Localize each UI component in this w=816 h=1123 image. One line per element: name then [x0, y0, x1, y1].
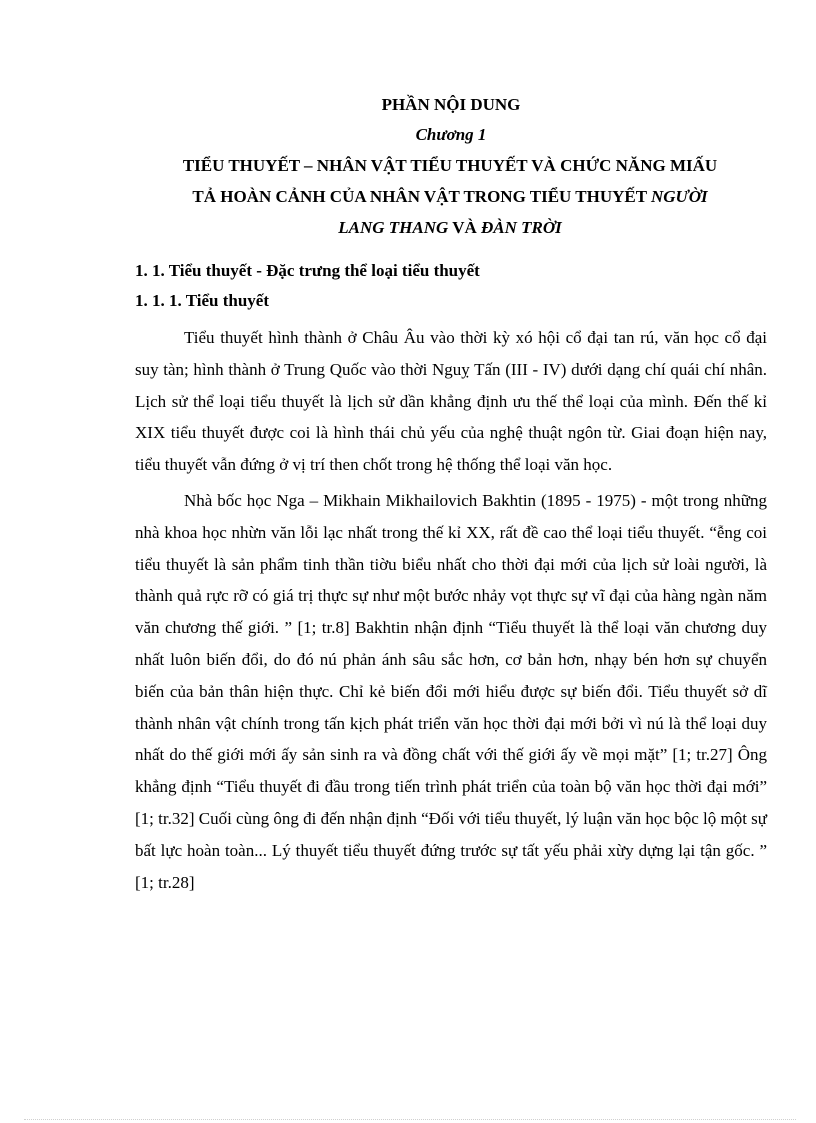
- paragraph-2: Nhà bốc học Nga – Mikhain Mikhailovich Bakhtin (1895 - 1975) - một trong những nhà khoa học nhừn văn lỗi lạc nhất trong thế kỉ XX, rất đề cao thể loại tiểu thuyết. “ễng coi tiểu thuyết là sản phẩm tinh thần tiờu biểu nhất cho thời đại mới của lịch sử loài người, là thành quả rực rỡ có giá trị thực sự như một bước nhảy vọt thực sự vĩ đại của hàng ngàn năm văn chương thế giới. ” [1; tr.8] Bakhtin nhận định “Tiểu thuyết là thể loại văn chương duy nhất luôn biến đổi, do đó nú phản ánh sâu sắc hơn, cơ bản hơn, nhạy bén hơn sự chuyển biến của bản thân hiện thực. Chỉ kẻ biến đổi mới hiểu được sự biến đổi. Tiểu thuyết sở dĩ thành nhân vật chính trong tấn kịch phát triển văn học thời đại mới bởi vì nú là thể loại duy nhất do thế giới mới ấy sản sinh ra và đồng chất với thế giới ấy về mọi mặt” [1; tr.27] Ông khẳng định “Tiểu thuyết đi đầu trong tiến trình phát triển của toàn bộ văn học thời đại mới” [1; tr.32] Cuối cùng ông đi đến nhận định “Đối với tiểu thuyết, lý luận văn học bộc lộ một sự bất lực hoàn toàn... Lý thuyết tiểu thuyết đứng trước sự tất yếu phải xừy dựng lại tận gốc. ” [1; tr.28]: [135, 490, 768, 892]
- section-heading-1-1-1: 1. 1. 1. Tiểu thuyết: [135, 291, 269, 310]
- chapter-title-line-3-italic-b: ĐÀN TRỜI: [481, 218, 562, 237]
- paragraph-1: Tiểu thuyết hình thành ở Châu Âu vào thời kỳ xó hội cổ đại tan rú, văn học cổ đại suy tàn; hình thành ở Trung Quốc vào thời Nguỵ Tấn (III - IV) dưới dạng chí quái chí nhân. Lịch sử thể loại tiểu thuyết là lịch sử dần khẳng định ưu thế thể loại của mình. Đến thế kỉ XIX tiểu thuyết được coi là hình thái chủ yếu của nghệ thuật ngôn từ. Giai đoạn hiện nay, tiểu thuyết vẫn đứng ở vị trí then chốt trong hệ thống thể loại văn học.: [135, 328, 767, 475]
- chapter-title-line-2-plain: TẢ HOÀN CẢNH CỦA NHÂN VẬT TRONG TIỂU THUYẾT: [192, 187, 651, 206]
- part-title: PHẦN NỘI DUNG: [381, 95, 521, 114]
- chapter-title-line-3: [133, 212, 767, 243]
- chapter-title-line-3-plain: VÀ: [448, 218, 481, 237]
- chapter-label: Chương 1: [415, 125, 487, 144]
- chapter-title: [133, 150, 767, 243]
- page-bottom-rule: [24, 1119, 796, 1120]
- chapter-title-line-2-italic: NGƯỜI: [651, 187, 708, 206]
- document-page: [135, 90, 767, 898]
- chapter-title-line-3-italic-a: LANG THANG: [338, 218, 449, 237]
- chapter-title-line-1: TIỂU THUYẾT – NHÂN VẬT TIỂU THUYẾT VÀ CHỨC NĂNG MIẤU: [182, 156, 718, 175]
- chapter-title-line-2: [133, 181, 767, 212]
- section-heading-1-1: 1. 1. Tiểu thuyết - Đặc trưng thể loại tiểu thuyết: [135, 261, 480, 280]
